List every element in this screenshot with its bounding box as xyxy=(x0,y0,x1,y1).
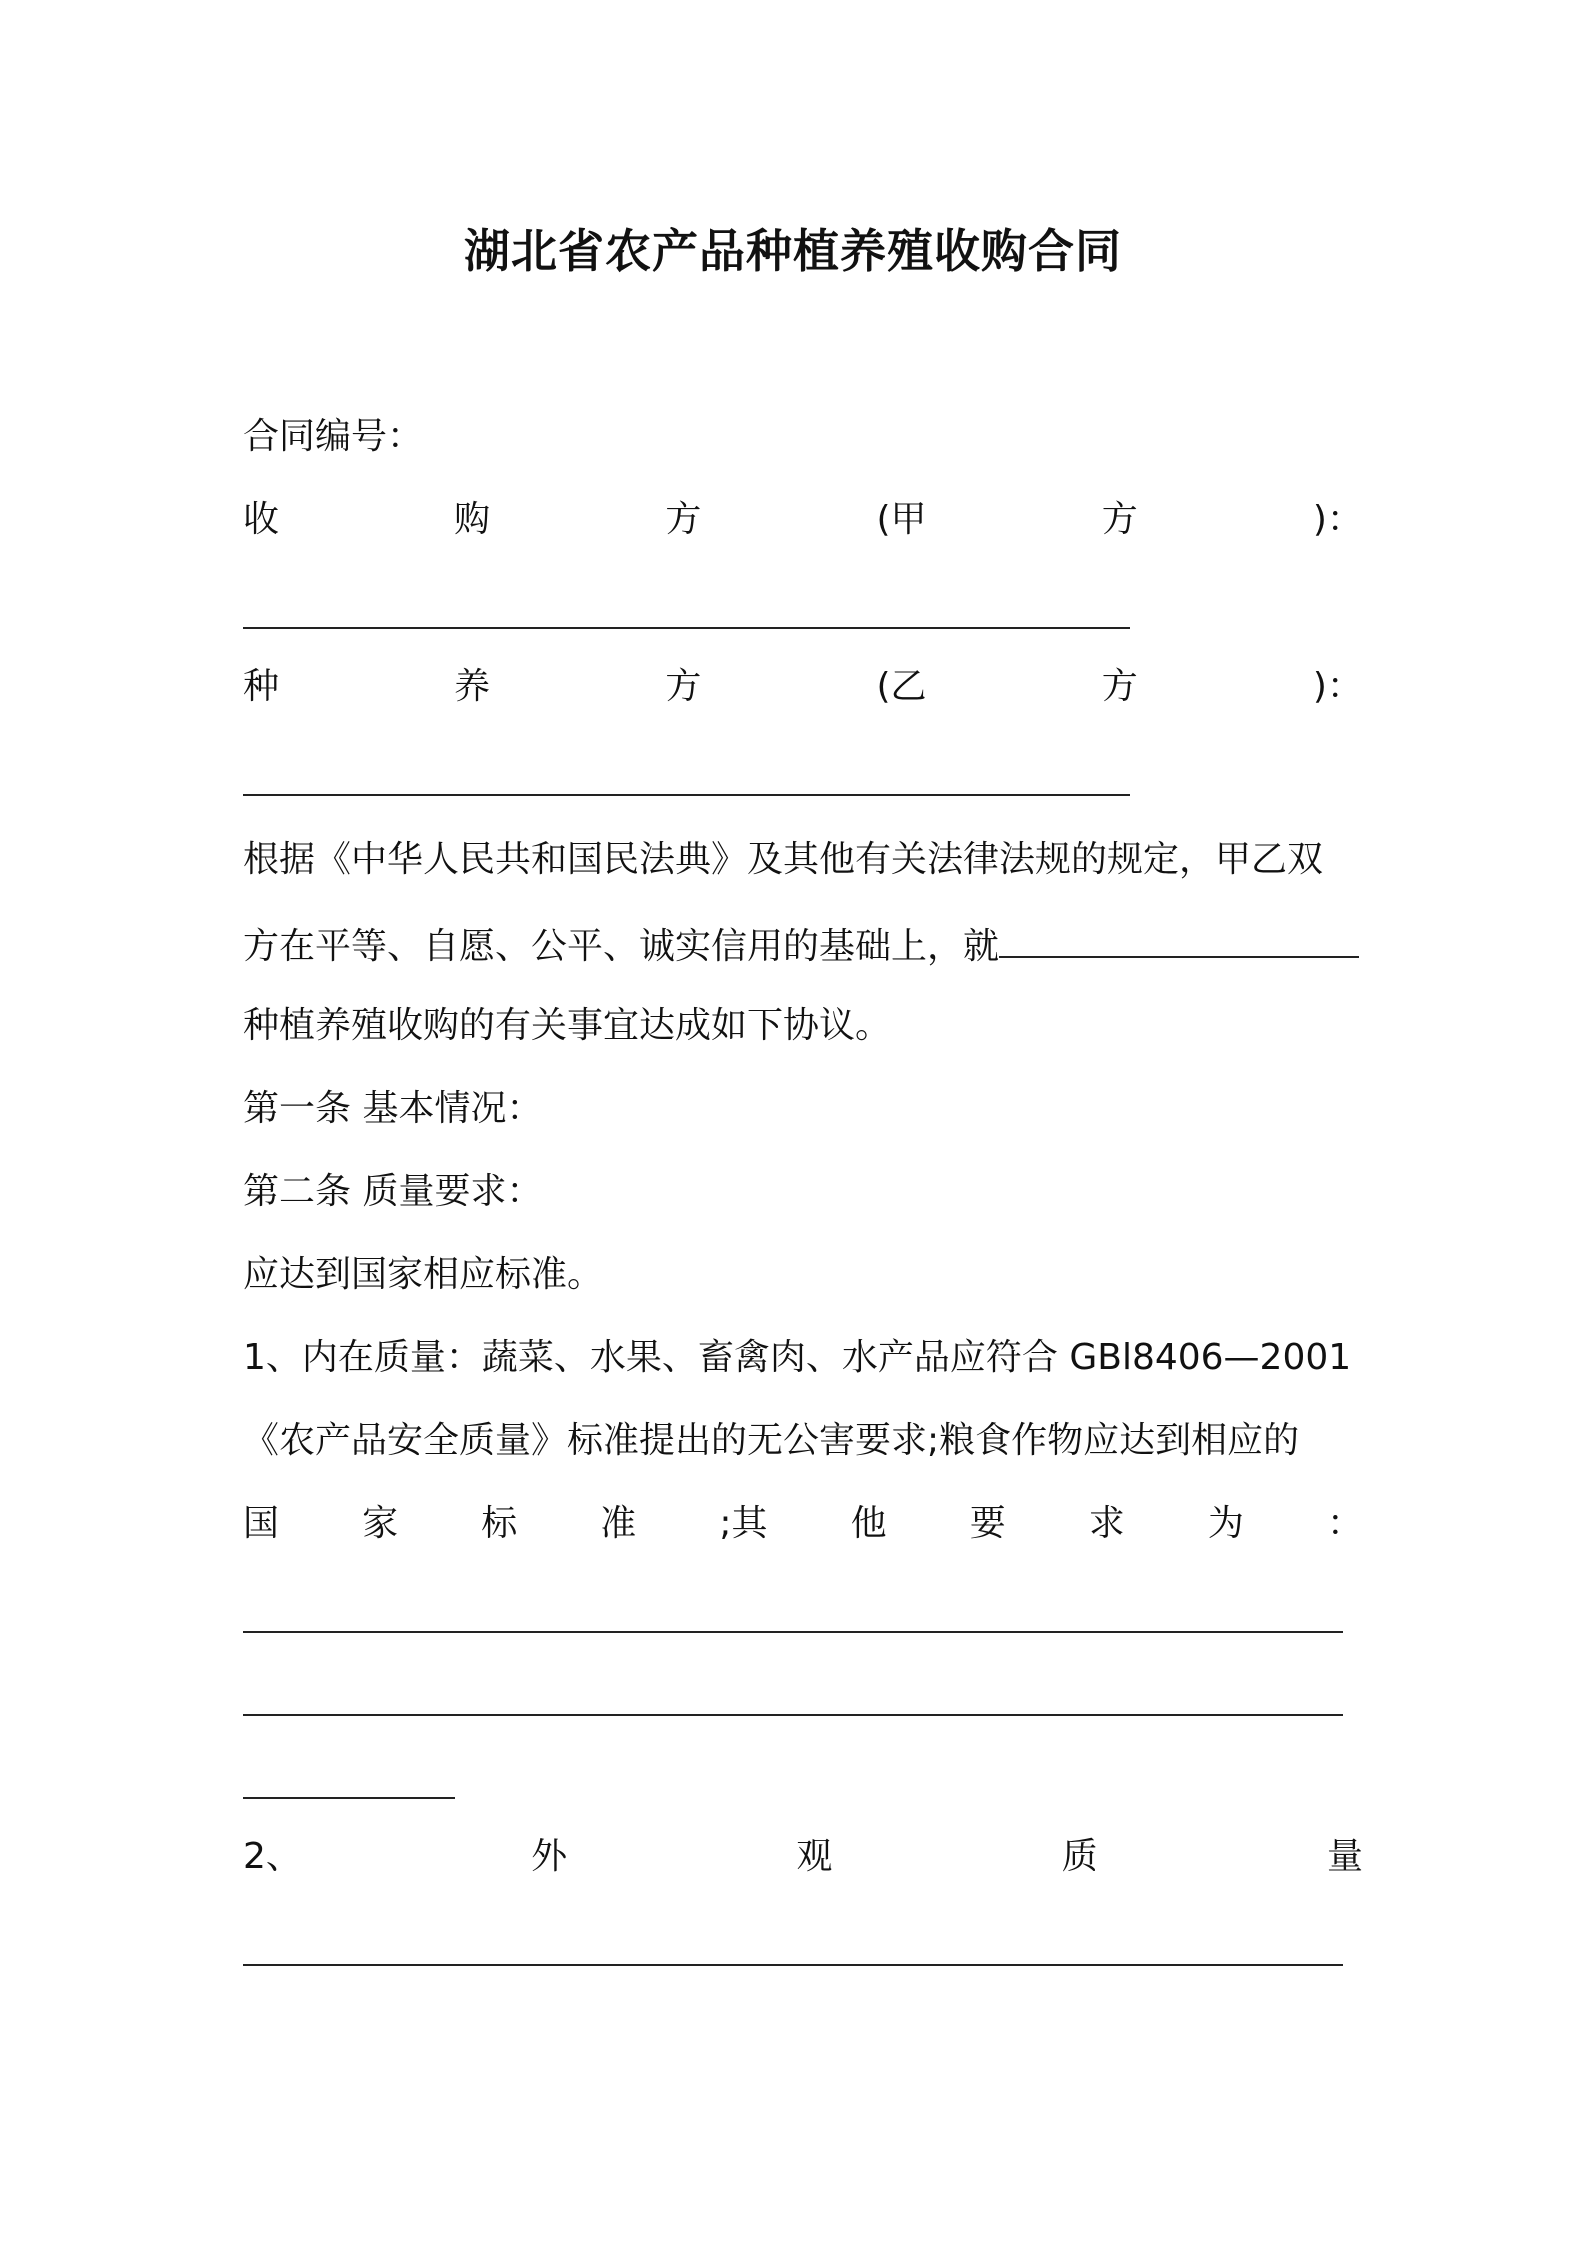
party-b-char: (乙 xyxy=(876,666,927,707)
item-1-line-3 xyxy=(243,1499,1363,1549)
other-requirements-blank-3 xyxy=(243,1797,455,1799)
item-1-line-2: 《农产品安全质量》标准提出的无公害要求;粮食作物应达到相应的 xyxy=(243,1420,1300,1461)
party-a-char: 方 xyxy=(1101,499,1138,540)
party-a-char: (甲 xyxy=(876,499,927,540)
item-1-char: 家 xyxy=(362,1503,399,1544)
party-b-char: 种 xyxy=(243,666,280,707)
party-b-char: )： xyxy=(1312,666,1363,707)
contract-number-label: 合同编号： xyxy=(243,416,424,457)
standard-statement: 应达到国家相应标准。 xyxy=(243,1254,604,1295)
item-1-char: 为 xyxy=(1207,1503,1244,1544)
item-2-part: 2、 xyxy=(243,1836,302,1877)
item-1-char: 国 xyxy=(243,1503,280,1544)
item-1-char: 要 xyxy=(969,1503,1006,1544)
article-2-heading: 第二条 质量要求： xyxy=(243,1171,543,1212)
party-a-char: 购 xyxy=(454,499,491,540)
party-a-blank xyxy=(243,627,1130,629)
appearance-quality-blank xyxy=(243,1964,1343,1966)
party-b-char: 养 xyxy=(454,666,491,707)
preamble-line-3: 种植养殖收购的有关事宜达成如下协议。 xyxy=(243,1005,892,1046)
other-requirements-blank-1 xyxy=(243,1631,1343,1633)
party-b-char: 方 xyxy=(665,666,702,707)
party-b-blank xyxy=(243,794,1130,796)
item-1-char: 标 xyxy=(481,1503,518,1544)
item-2-line xyxy=(243,1832,1363,1882)
item-2-part: 量 xyxy=(1326,1836,1363,1877)
party-a-char: )： xyxy=(1312,499,1363,540)
party-a-char: 方 xyxy=(665,499,702,540)
item-1-char: 准 xyxy=(600,1503,637,1544)
party-a-char: 收 xyxy=(243,499,280,540)
item-1-line-1: 1、内在质量：蔬菜、水果、畜禽肉、水产品应符合 GBl8406—2001 xyxy=(243,1337,1352,1378)
item-2-part: 外 xyxy=(531,1836,568,1877)
item-1-char: 他 xyxy=(850,1503,887,1544)
party-b-char: 方 xyxy=(1101,666,1138,707)
party-a-line xyxy=(243,495,1363,545)
preamble-text: 方在平等、自愿、公平、诚实信用的基础上，就 xyxy=(243,926,1000,967)
subject-blank xyxy=(999,918,1359,958)
item-2-part: 质 xyxy=(1061,1836,1098,1877)
item-1-char: 求 xyxy=(1088,1503,1125,1544)
preamble-line-2 xyxy=(243,918,1363,972)
preamble-line-1: 根据《中华人民共和国民法典》及其他有关法律法规的规定，甲乙双 xyxy=(243,839,1324,880)
item-1-char: ;其 xyxy=(719,1503,768,1544)
party-b-line xyxy=(243,662,1363,712)
document-title: 湖北省农产品种植养殖收购合同 xyxy=(464,224,1122,278)
item-2-part: 观 xyxy=(796,1836,833,1877)
article-1-heading: 第一条 基本情况： xyxy=(243,1088,543,1129)
other-requirements-blank-2 xyxy=(243,1714,1343,1716)
item-1-char: ： xyxy=(1326,1503,1363,1544)
